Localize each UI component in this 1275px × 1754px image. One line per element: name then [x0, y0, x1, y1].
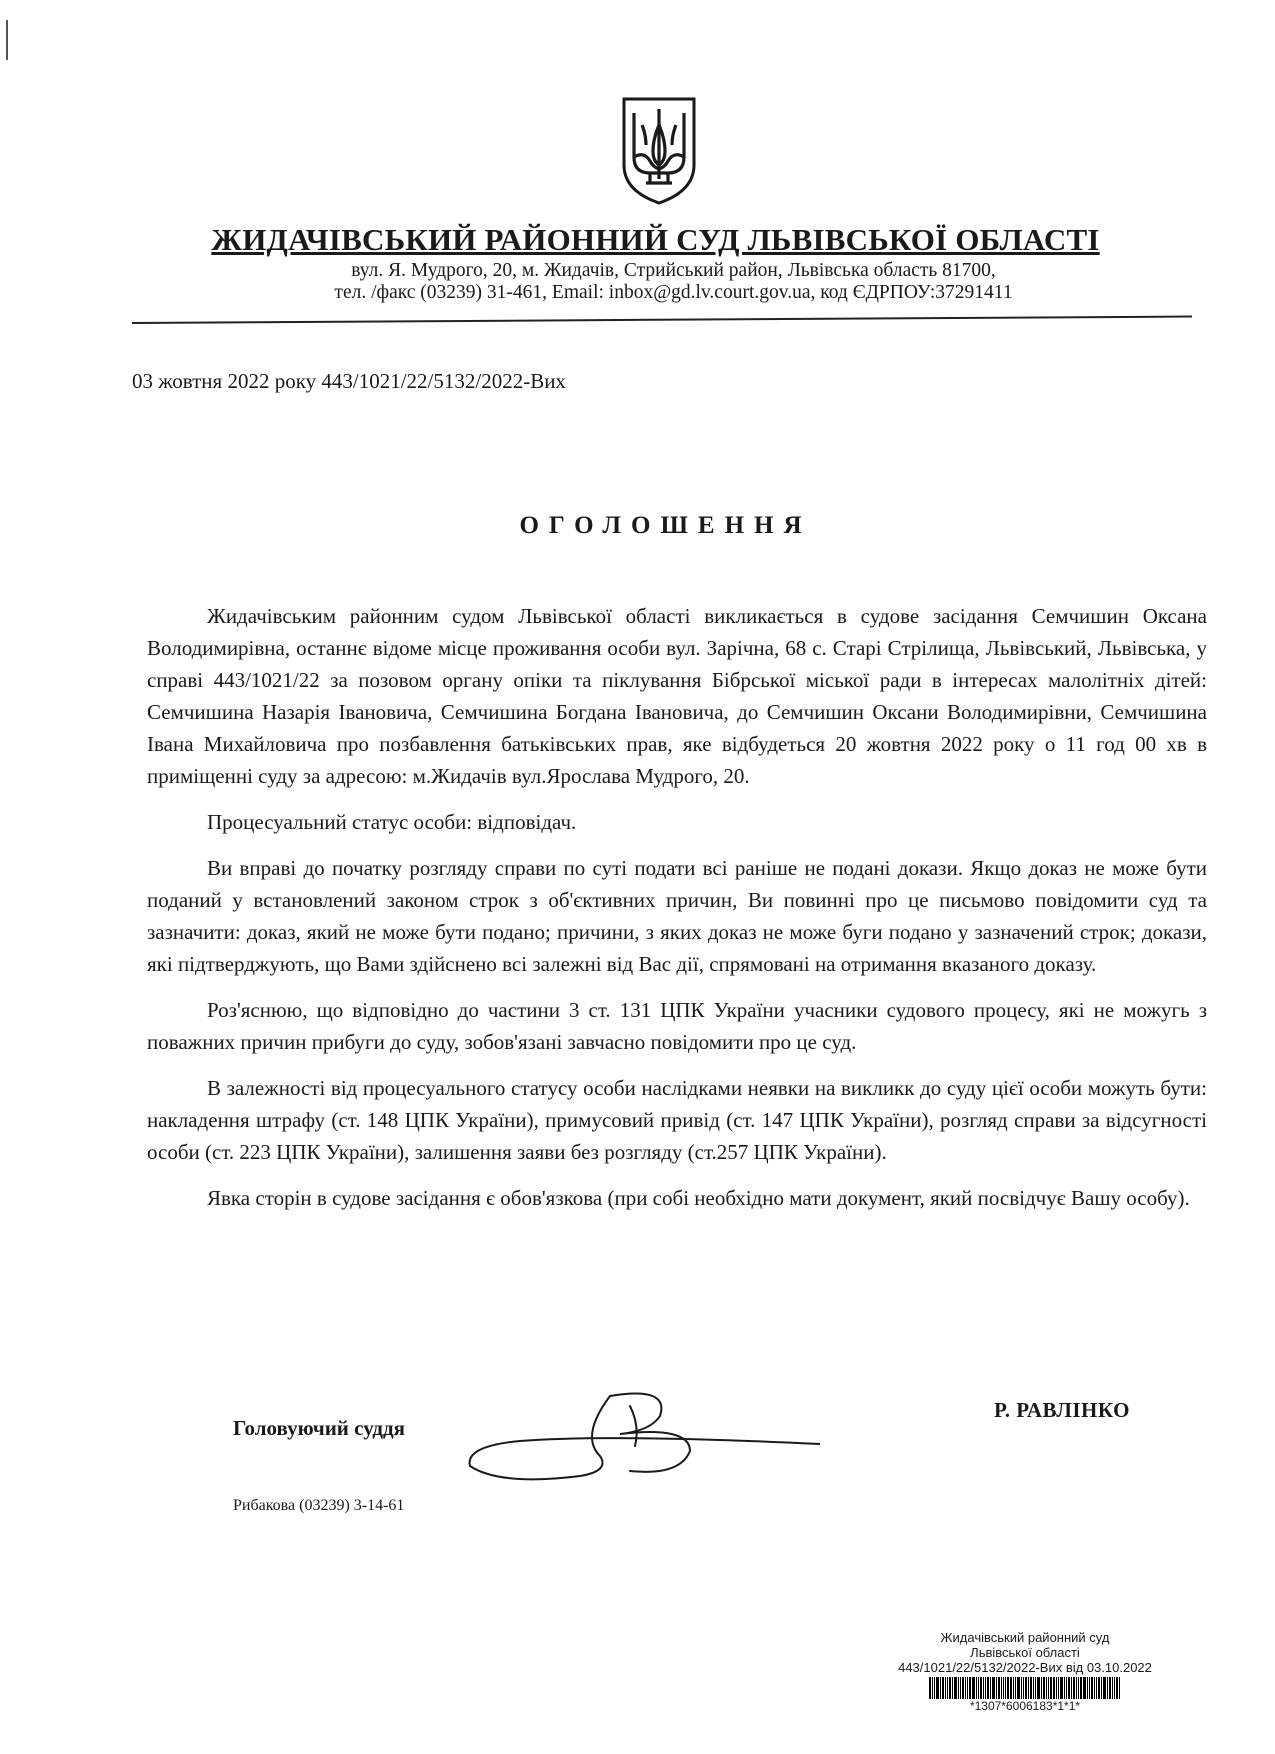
- outgoing-date-reference: 03 жовтня 2022 року 443/1021/22/5132/2022-Вих: [132, 369, 566, 393]
- barcode-bar: [929, 1677, 931, 1699]
- barcode-bar: [1068, 1677, 1070, 1699]
- court-name: ЖИДАЧІВСЬКИЙ РАЙОННИЙ СУД ЛЬВІВСЬКОЇ ОБЛАСТІ: [211, 222, 1100, 257]
- barcode-bar: [1007, 1677, 1009, 1699]
- barcode-bar: [1037, 1677, 1040, 1699]
- barcode-bar: [1094, 1677, 1095, 1699]
- barcode-bar: [1017, 1677, 1020, 1699]
- barcode-bar: [1043, 1677, 1045, 1699]
- barcode-bar: [998, 1677, 1000, 1699]
- barcode-bar: [949, 1677, 951, 1699]
- barcode-bar: [987, 1677, 989, 1699]
- barcode-bar: [940, 1677, 941, 1699]
- paragraph-summons: Жидачівським районним судом Львівської області викликається в судове засідання Семчишин Оксана Володимирівна, останнє відоме місце проживання особи вул. Зарічна, 68 с. Старі Стрілища, Львівський, Львівська, у справі 443/1021/22 за позовом органу опіки та піклування Бібрської міської ради в інтересах малолітніх дітей: Семчишина Назарія Івановича, Семчишина Богдана Івановича, до Семчишин Оксани Володимирівни, Семчишина Івана Михайловича про позбавлення батьківських прав, яке відбудеться 20 жовтня 2022 року о 11 год 00 хв в приміщенні суду за адресою: м.Жидачів вул.Ярослава Мудрого, 20.: [147, 604, 1207, 788]
- barcode-bar: [1098, 1677, 1100, 1699]
- barcode-bar: [972, 1677, 975, 1699]
- stamp-ref-line: 443/1021/22/5132/2022-Вих від 03.10.2022: [898, 1660, 1152, 1675]
- judge-name: Р. РАВЛІНКО: [994, 1398, 1130, 1422]
- barcode-icon: [860, 1677, 1190, 1699]
- barcode-bar: [1091, 1677, 1093, 1699]
- barcode-bar: [978, 1677, 979, 1699]
- stamp-region-line: Львівської області: [970, 1645, 1080, 1660]
- barcode-bar: [1041, 1677, 1042, 1699]
- barcode-bar: [945, 1677, 946, 1699]
- barcode-bar: [954, 1677, 957, 1699]
- barcode-bar: [1078, 1677, 1079, 1699]
- barcode-bar: [1096, 1677, 1097, 1699]
- handwritten-signature-icon: [460, 1386, 820, 1496]
- barcode-bar: [962, 1677, 964, 1699]
- scan-edge-mark: [6, 20, 8, 60]
- barcode-bar: [1089, 1677, 1090, 1699]
- paragraph-consequences: В залежності від процесуального статусу особи наслідками неявки на викликк до суду цієї особи можуть бути: накладення штрафу (ст. 148 ЦПК України), примусовий привід (ст. 147 ЦПК України), розгляд справи за відсугності особи (ст. 223 ЦПК України), залишення заяви без розгляду (ст.257 ЦПК України).: [147, 1076, 1207, 1164]
- barcode-bar: [1023, 1677, 1024, 1699]
- barcode-bar: [980, 1677, 982, 1699]
- barcode-bar: [932, 1677, 933, 1699]
- barcode-bar: [1025, 1677, 1027, 1699]
- barcode-text: *1307*6006183*1*1*: [969, 1699, 1081, 1713]
- barcode-bar: [960, 1677, 961, 1699]
- barcode-bar: [1030, 1677, 1032, 1699]
- barcode-bar: [1035, 1677, 1036, 1699]
- barcode-bar: [1003, 1677, 1004, 1699]
- barcode-bar: [1033, 1677, 1034, 1699]
- barcode-bar: [1005, 1677, 1006, 1699]
- barcode-bar: [1107, 1677, 1108, 1699]
- barcode-bar: [1056, 1677, 1057, 1699]
- barcode-bar: [1053, 1677, 1055, 1699]
- document-title: ОГОЛОШЕННЯ: [519, 512, 812, 539]
- barcode-bar: [985, 1677, 986, 1699]
- barcode-bar: [969, 1677, 971, 1699]
- barcode-bar: [958, 1677, 959, 1699]
- barcode-bar: [1114, 1677, 1115, 1699]
- paragraph-evidence: Ви вправі до початку розгляду справи по суті подати всі раніше не подані докази. Якщо доказ не може бути поданий у встановлений законом строк з об'єктивних причин, Ви повинні про це письмово повідомити суд та зазначити: доказ, який не може бути подано; причини, з яких доказ не може буги подано у зазначений строк; докази, які підтверджують, що Вами здійснено всі залежні від Вас дії, спрямовані на отримання вказаного доказу.: [147, 856, 1207, 976]
- barcode-bar: [1021, 1677, 1022, 1699]
- barcode-bar: [1109, 1677, 1111, 1699]
- barcode-bar: [990, 1677, 991, 1699]
- stamp-court-line: Жидачівський районний суд: [940, 1630, 1110, 1645]
- barcode-bar: [1013, 1677, 1014, 1699]
- barcode-bar: [1073, 1677, 1075, 1699]
- barcode-bar: [942, 1677, 944, 1699]
- barcode-bar: [947, 1677, 948, 1699]
- barcode-bar: [1010, 1677, 1012, 1699]
- barcode-bar: [936, 1677, 939, 1699]
- barcode-bar: [1087, 1677, 1088, 1699]
- signature-block: [0, 1398, 1275, 1488]
- barcode-bar: [1064, 1677, 1065, 1699]
- barcode-bar: [996, 1677, 997, 1699]
- trident-coat-of-arms-icon: [620, 95, 698, 207]
- barcode-bar: [1103, 1677, 1106, 1699]
- court-address: вул. Я. Мудрого, 20, м. Жидачів, Стрийський район, Львівська область 81700,: [351, 260, 996, 281]
- barcode-bar: [1066, 1677, 1067, 1699]
- barcode-bar: [1001, 1677, 1002, 1699]
- barcode-bar: [1058, 1677, 1059, 1699]
- barcode-bar: [1071, 1677, 1072, 1699]
- executor-contact: Рибакова (03239) 3-14-61: [233, 1497, 405, 1514]
- header-divider: [132, 316, 1192, 324]
- barcode-bar: [1076, 1677, 1077, 1699]
- barcode-bar: [965, 1677, 966, 1699]
- barcode-bar: [1060, 1677, 1063, 1699]
- barcode-bar: [983, 1677, 984, 1699]
- paragraph-attendance: Явка сторін в судове засідання є обов'язкова (при собі необхідно мати документ, який посвідчує Вашу особу).: [207, 1186, 1190, 1210]
- barcode-bar: [1083, 1677, 1086, 1699]
- announcement-body: [147, 600, 1207, 1228]
- barcode-bar: [1046, 1677, 1047, 1699]
- judge-title: Головуючий суддя: [233, 1416, 405, 1440]
- barcode-bar: [1119, 1677, 1120, 1699]
- barcode-bar: [1112, 1677, 1113, 1699]
- barcode-bar: [992, 1677, 995, 1699]
- barcode-bar: [952, 1677, 953, 1699]
- barcode-bar: [967, 1677, 968, 1699]
- barcode-bar: [1048, 1677, 1049, 1699]
- paragraph-notice: Роз'яснюю, що відповідно до частини 3 ст. 131 ЦПК України учасники судового процесу, які не можугь з поважних причин прибуги до суду, зобов'язані завчасно повідомити про це суд.: [147, 998, 1207, 1054]
- registration-stamp: [860, 1630, 1190, 1714]
- barcode-bar: [1101, 1677, 1102, 1699]
- paragraph-status: Процесуальний статус особи: відповідач.: [207, 810, 577, 834]
- barcode-bar: [1116, 1677, 1118, 1699]
- barcode-bar: [1015, 1677, 1016, 1699]
- barcode-bar: [1080, 1677, 1082, 1699]
- court-contacts: тел. /факс (03239) 31-461, Email: inbox@gd.lv.court.gov.ua, код ЄДРПОУ:37291411: [334, 282, 1013, 303]
- barcode-bar: [1028, 1677, 1029, 1699]
- barcode-bar: [934, 1677, 935, 1699]
- barcode-bar: [976, 1677, 977, 1699]
- barcode-bar: [1050, 1677, 1052, 1699]
